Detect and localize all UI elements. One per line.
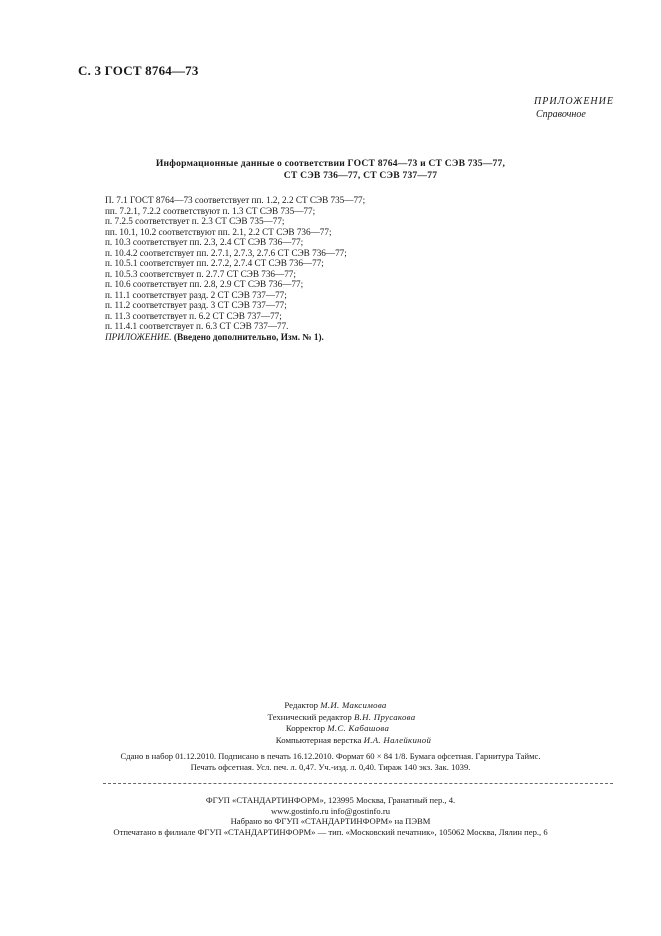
publisher-footer (0, 795, 661, 837)
appendix-title: ПРИЛОЖЕНИЕ (534, 96, 614, 107)
list-item: п. 11.3 соответствует п. 6.2 СТ СЭВ 737—77; (105, 310, 282, 321)
list-item: пп. 10.1, 10.2 соответствуют пп. 2.1, 2.2 СТ СЭВ 736—77; (105, 226, 332, 237)
credit-line (0, 735, 661, 747)
list-item: п. 10.3 соответствует пп. 2.3, 2.4 СТ СЭВ 736—77; (105, 237, 304, 247)
list-item: п. 10.5.1 соответствует пп. 2.7.2, 2.7.4 СТ СЭВ 736—77; (105, 258, 324, 268)
print-info-line: Печать офсетная. Усл. печ. л. 0,47. Уч.-изд. л. 0,40. Тираж 140 экз. Зак. 1039. (190, 762, 471, 772)
list-item: п. 10.4.2 соответствует пп. 2.7.1, 2.7.3, 2.7.6 СТ СЭВ 736—77; (105, 247, 347, 258)
section-heading-line1: Информационные данные о соответствии ГОСТ 8764—73 и СТ СЭВ 735—77, (155, 158, 506, 169)
amendment-label: ПРИЛОЖЕНИЕ. (105, 331, 172, 342)
list-item: п. 10.5.3 соответствует п. 2.7.7 СТ СЭВ 736—77; (105, 268, 296, 279)
list-item: п. 11.4.1 соответствует п. 6.3 СТ СЭВ 737—77. (105, 321, 289, 331)
footer-line: www.gostinfo.ru info@gostinfo.ru (270, 805, 391, 816)
page-header: С. 3 ГОСТ 8764—73 (78, 63, 199, 78)
print-info (0, 751, 661, 773)
appendix-subtitle: Справочное (536, 109, 586, 120)
credit-role: Компьютерная верстка (275, 734, 362, 745)
list-item: п. 10.6 соответствует пп. 2.8, 2.9 СТ СЭВ 736—77; (105, 279, 304, 289)
credit-name: М.И. Максимова (320, 700, 387, 710)
credit-line (0, 723, 661, 735)
list-item: П. 7.1 ГОСТ 8764—73 соответствует пп. 1.2, 2.2 СТ СЭВ 735—77; (105, 195, 366, 205)
list-item: п. 7.2.5 соответствует п. 2.3 СТ СЭВ 735—77; (105, 216, 285, 226)
list-item: п. 11.1 соответствует разд. 2 СТ СЭВ 737—77; (105, 289, 287, 300)
list-item: п. 11.2 соответствует разд. 3 СТ СЭВ 737—77; (105, 300, 287, 310)
credit-name: И.А. Налейкиной (363, 734, 432, 745)
print-info-line: Сдано в набор 01.12.2010. Подписано в печать 16.12.2010. Формат 60 × 84 1/8. Бумага офсетная. Гарнитура Таймс. (120, 751, 541, 761)
editorial-credits (0, 700, 661, 746)
credit-line (0, 712, 661, 724)
credit-line (0, 700, 661, 712)
credit-name: М.С. Кабашова (327, 723, 390, 734)
credit-name: В.Н. Прусакова (353, 711, 416, 722)
divider (103, 783, 613, 784)
footer-line: Набрано во ФГУП «СТАНДАРТИНФОРМ» на ПЭВМ (230, 816, 431, 827)
credit-role: Редактор (284, 700, 319, 710)
list-item-amendment (105, 332, 365, 343)
footer-line: ФГУП «СТАНДАРТИНФОРМ», 123995 Москва, Гранатный пер., 4. (205, 795, 456, 805)
list-item: пп. 7.2.1, 7.2.2 соответствуют п. 1.3 СТ СЭВ 735—77; (105, 205, 316, 216)
amendment-note: (Введено дополнительно, Изм. № 1). (173, 331, 324, 342)
credit-role: Корректор (285, 723, 326, 734)
correspondence-list (105, 195, 365, 342)
section-heading-line2: СТ СЭВ 736—77, СТ СЭВ 737—77 (283, 170, 438, 181)
footer-line: Отпечатано в филиале ФГУП «СТАНДАРТИНФОРМ» — тип. «Московский печатник», 105062 Москва, Лялин пер., 6 (113, 826, 548, 837)
credit-role: Технический редактор (267, 711, 352, 722)
